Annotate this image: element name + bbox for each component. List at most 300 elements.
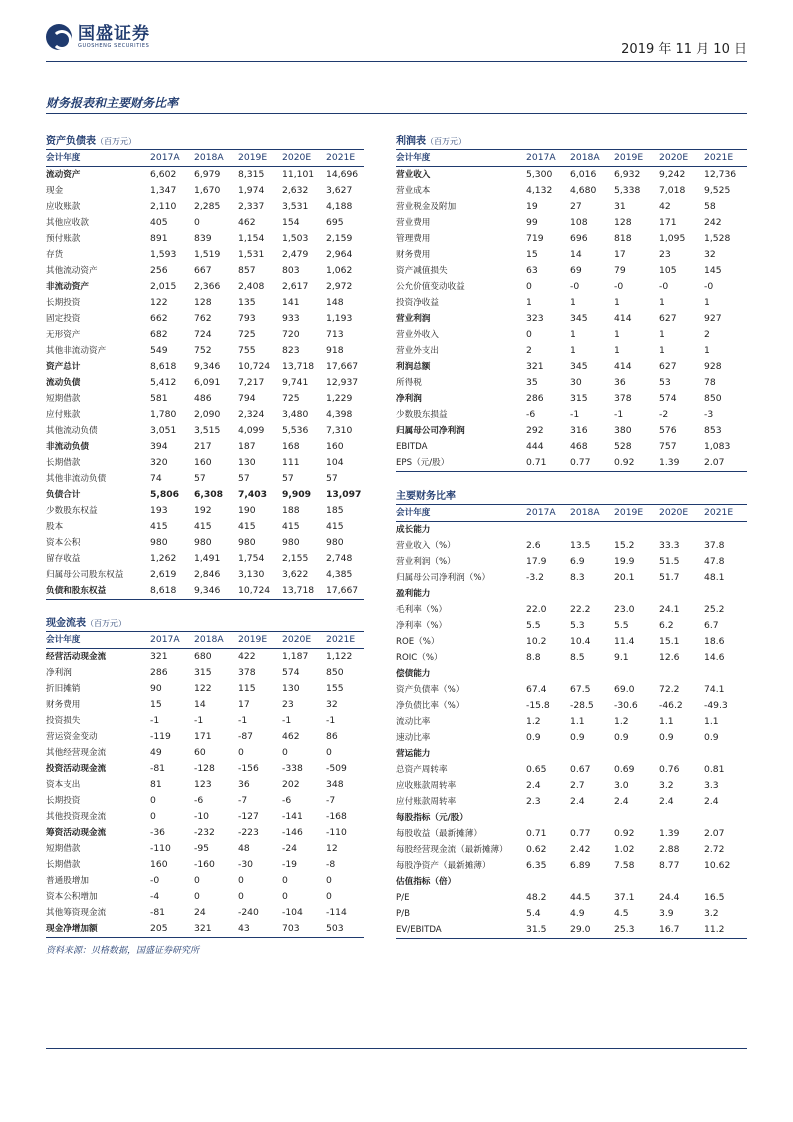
cell-value: 7,403: [238, 489, 268, 500]
cell-value: 724: [194, 329, 212, 340]
table-header-row: [46, 632, 364, 649]
cell-value: 2.4: [614, 796, 629, 807]
cell-value: 891: [150, 233, 168, 244]
table-row: [46, 503, 364, 519]
cell-value: 24.4: [659, 892, 680, 903]
cell-value: 0.9: [526, 732, 541, 743]
cell-value: 17.9: [526, 556, 547, 567]
table-row: [396, 826, 747, 842]
cell-value: 115: [238, 683, 256, 694]
cell-value: 27: [570, 201, 582, 212]
table-row: [46, 857, 364, 873]
cell-value: 2.88: [659, 844, 680, 855]
cell-value: 10.62: [704, 860, 731, 871]
cell-value: 171: [194, 731, 212, 742]
cell-value: 31.5: [526, 924, 547, 935]
cell-value: 0: [238, 891, 244, 902]
row-label: 资本公积: [46, 538, 81, 548]
cell-value: 378: [238, 667, 256, 678]
row-label: 资产总计: [46, 362, 81, 372]
cell-value: 0: [194, 217, 200, 228]
table-row: [46, 407, 364, 423]
cell-value: 720: [282, 329, 300, 340]
cell-value: 0: [150, 811, 156, 822]
cell-value: 0: [194, 891, 200, 902]
cell-value: 794: [238, 393, 256, 404]
cell-value: -223: [238, 827, 259, 838]
cell-value: 2.07: [704, 457, 725, 468]
cell-value: -6: [526, 409, 536, 420]
cell-value: 9,346: [194, 361, 221, 372]
cell-value: 5,536: [282, 425, 309, 436]
cell-value: 2.3: [526, 796, 541, 807]
cell-value: 3,051: [150, 425, 177, 436]
cell-value: 1,531: [238, 249, 265, 260]
cell-value: -19: [282, 859, 298, 870]
cell-value: 1,754: [238, 553, 265, 564]
cell-value: 1: [704, 345, 710, 356]
ratios-title: 主要财务比率: [396, 491, 456, 502]
cell-value: 67.5: [570, 684, 591, 695]
row-label: 应付账款周转率: [396, 797, 457, 807]
cell-value: 1.1: [704, 716, 719, 727]
cell-value: 486: [194, 393, 212, 404]
row-label: 成长能力: [396, 525, 431, 535]
cell-value: 662: [150, 313, 168, 324]
row-label: 营业税金及附加: [396, 202, 457, 212]
cell-value: [524, 874, 568, 890]
cell-value: -28.5: [570, 700, 594, 711]
cell-value: 105: [659, 265, 677, 276]
cell-value: 1,187: [282, 651, 309, 662]
cell-value: 1,519: [194, 249, 221, 260]
cell-value: 155: [326, 683, 344, 694]
cell-value: 320: [150, 457, 168, 468]
cell-value: 3,130: [238, 569, 265, 580]
table-row: [46, 841, 364, 857]
cell-value: 1,528: [704, 233, 731, 244]
cell-value: 10,724: [238, 585, 271, 596]
row-label: 股本: [46, 522, 64, 532]
cell-value: 0: [326, 747, 332, 758]
cell-value: -49.3: [704, 700, 728, 711]
cell-value: 2,632: [282, 185, 309, 196]
cell-value: 8,315: [238, 169, 265, 180]
cell-value: 933: [282, 313, 300, 324]
cell-value: 256: [150, 265, 168, 276]
row-label: 流动比率: [396, 717, 431, 727]
page-header: [46, 20, 747, 62]
balance-sheet-table: [46, 150, 364, 599]
cell-value: 323: [526, 313, 544, 324]
cell-value: 22.0: [526, 604, 547, 615]
cell-value: 187: [238, 441, 256, 452]
cell-value: 1,083: [704, 441, 731, 452]
cell-value: 15: [150, 699, 162, 710]
cell-value: 2.4: [570, 796, 585, 807]
table-row: [396, 650, 747, 666]
cell-value: 2,015: [150, 281, 177, 292]
cell-value: 1.2: [614, 716, 629, 727]
row-label: 公允价值变动收益: [396, 282, 465, 292]
cell-value: 11.2: [704, 924, 725, 935]
table-row: [46, 183, 364, 199]
cell-value: 32: [326, 699, 338, 710]
row-label: 营业利润（%）: [396, 557, 456, 567]
cell-value: 67.4: [526, 684, 547, 695]
cell-value: -4: [150, 891, 160, 902]
cell-value: 24: [194, 907, 206, 918]
cell-value: -95: [194, 843, 210, 854]
table-row: [46, 665, 364, 681]
cell-value: 2.07: [704, 828, 725, 839]
table-row: [396, 906, 747, 922]
cell-value: 405: [150, 217, 168, 228]
cell-value: 13,718: [282, 361, 315, 372]
cell-value: 69.0: [614, 684, 635, 695]
cell-value: 0: [194, 875, 200, 886]
cell-value: 12,736: [704, 169, 737, 180]
cell-value: 74.1: [704, 684, 725, 695]
cell-value: -10: [194, 811, 210, 822]
cell-value: -1: [238, 715, 248, 726]
row-label: 营业外收入: [396, 330, 439, 340]
cell-value: -119: [150, 731, 171, 742]
cell-value: 19: [526, 201, 538, 212]
header-year: 2018A: [568, 505, 612, 522]
cell-value: 927: [704, 313, 722, 324]
cell-value: [657, 746, 702, 762]
cell-value: 9,741: [282, 377, 309, 388]
row-label: 财务费用: [396, 250, 431, 260]
cell-value: 205: [150, 923, 168, 934]
cell-value: 2,324: [238, 409, 265, 420]
cell-value: 0.9: [659, 732, 674, 743]
cell-value: 695: [326, 217, 344, 228]
cell-value: 3,515: [194, 425, 221, 436]
cell-value: [524, 810, 568, 826]
cell-value: 682: [150, 329, 168, 340]
table-row: [396, 570, 747, 586]
table-row: [46, 231, 364, 247]
cell-value: 6.89: [570, 860, 591, 871]
cell-value: 9,525: [704, 185, 731, 196]
cell-value: 0: [238, 747, 244, 758]
row-label: 其他筹资现金流: [46, 908, 107, 918]
cell-value: 108: [570, 217, 588, 228]
cell-value: 415: [238, 521, 256, 532]
cell-value: 1,062: [326, 265, 353, 276]
cell-value: [612, 666, 657, 682]
cell-value: 574: [282, 667, 300, 678]
row-label: 总资产周转率: [396, 765, 448, 775]
row-label: 折旧摊销: [46, 684, 81, 694]
cell-value: 6,979: [194, 169, 221, 180]
cell-value: 8.8: [526, 652, 541, 663]
cell-value: 1: [570, 297, 576, 308]
header-year: 2017A: [148, 632, 192, 649]
cell-value: 24.1: [659, 604, 680, 615]
header-year: 2018A: [568, 150, 612, 167]
cell-value: 79: [614, 265, 626, 276]
cell-value: 51.7: [659, 572, 680, 583]
cell-value: 15.2: [614, 540, 635, 551]
table-row: [46, 793, 364, 809]
table-row: [396, 183, 747, 199]
cell-value: 1,491: [194, 553, 221, 564]
cell-value: 29.0: [570, 924, 591, 935]
cell-value: -104: [282, 907, 303, 918]
row-label: 所得税: [396, 378, 422, 388]
header-label: 会计年度: [396, 150, 524, 167]
cell-value: 415: [326, 521, 344, 532]
row-label: 营业收入（%）: [396, 541, 456, 551]
table-row: [396, 407, 747, 423]
cell-value: 468: [570, 441, 588, 452]
cell-value: 321: [526, 361, 544, 372]
cell-value: 5,806: [150, 489, 180, 500]
cell-value: 17: [614, 249, 626, 260]
cell-value: [568, 746, 612, 762]
cell-value: 0.81: [704, 764, 725, 775]
row-label: 无形资产: [46, 330, 81, 340]
table-row: [396, 554, 747, 570]
cell-value: [657, 522, 702, 539]
row-label: 估值指标（倍）: [396, 877, 457, 887]
cell-value: 128: [614, 217, 632, 228]
cell-value: 8.3: [570, 572, 585, 583]
table-row: [46, 359, 364, 375]
cell-value: -110: [326, 827, 347, 838]
header-year: 2019E: [612, 150, 657, 167]
cell-value: 14,696: [326, 169, 359, 180]
cell-value: 0.77: [570, 828, 591, 839]
row-label: 盈利能力: [396, 589, 431, 599]
cell-value: 25.2: [704, 604, 725, 615]
cell-value: 2,748: [326, 553, 353, 564]
cell-value: 6,602: [150, 169, 177, 180]
cell-value: [524, 666, 568, 682]
cell-value: 3.2: [704, 908, 719, 919]
table-row: [396, 682, 747, 698]
cell-value: 57: [194, 473, 206, 484]
cell-value: 78: [704, 377, 716, 388]
row-label: 其他非流动资产: [46, 346, 107, 356]
header-year: 2020E: [280, 150, 324, 167]
cell-value: 757: [659, 441, 677, 452]
cell-value: 286: [150, 667, 168, 678]
cell-value: -3.2: [526, 572, 544, 583]
row-label: 偿债能力: [396, 669, 431, 679]
cell-value: 4,680: [570, 185, 597, 196]
cell-value: 86: [326, 731, 338, 742]
row-label: 营业外支出: [396, 346, 439, 356]
cell-value: [702, 666, 747, 682]
cell-value: 8.5: [570, 652, 585, 663]
table-row: [396, 423, 747, 439]
row-label: 其他流动负债: [46, 426, 98, 436]
cell-value: 11,101: [282, 169, 315, 180]
cell-value: 148: [326, 297, 344, 308]
table-row: [46, 905, 364, 921]
row-label: 经营活动现金流: [46, 652, 107, 662]
table-row: [396, 794, 747, 810]
table-row: [396, 890, 747, 906]
cell-value: 980: [150, 537, 168, 548]
cell-value: -46.2: [659, 700, 683, 711]
cell-value: 23.0: [614, 604, 635, 615]
row-label: 净负债比率（%）: [396, 701, 465, 711]
cell-value: 44.5: [570, 892, 591, 903]
cell-value: 53: [659, 377, 671, 388]
cell-value: 20.1: [614, 572, 635, 583]
table-row: [46, 535, 364, 551]
table-row: [396, 730, 747, 746]
table-row: [46, 471, 364, 487]
cell-value: 918: [326, 345, 344, 356]
row-label: 净利率（%）: [396, 621, 448, 631]
row-label: 每股收益（最新摊薄）: [396, 829, 482, 839]
row-label: 流动资产: [46, 170, 81, 180]
cell-value: 22.2: [570, 604, 591, 615]
row-label: 非流动资产: [46, 282, 89, 292]
cell-value: -160: [194, 859, 215, 870]
cell-value: 23: [282, 699, 294, 710]
table-row: [46, 215, 364, 231]
cell-value: 122: [150, 297, 168, 308]
cell-value: 8,618: [150, 585, 177, 596]
cell-value: 168: [282, 441, 300, 452]
cell-value: -36: [150, 827, 166, 838]
cell-value: 37.8: [704, 540, 725, 551]
row-label: 其他经营现金流: [46, 748, 107, 758]
cell-value: 2,964: [326, 249, 353, 260]
cell-value: 980: [194, 537, 212, 548]
cell-value: 0.62: [526, 844, 547, 855]
row-label: 毛利率（%）: [396, 605, 448, 615]
cell-value: 37.1: [614, 892, 635, 903]
table-row: [46, 825, 364, 841]
row-label: 其他流动资产: [46, 266, 98, 276]
row-label: 长期投资: [46, 796, 81, 806]
cell-value: 171: [659, 217, 677, 228]
cell-value: 6,091: [194, 377, 221, 388]
table-row: [46, 311, 364, 327]
cell-value: 2,617: [282, 281, 309, 292]
table-row: [46, 295, 364, 311]
cell-value: 202: [282, 779, 300, 790]
cell-value: 3.9: [659, 908, 674, 919]
row-label: P/B: [396, 909, 410, 919]
table-row: [396, 778, 747, 794]
row-label: EPS（元/股）: [396, 458, 450, 468]
header-year: 2017A: [524, 150, 568, 167]
cell-value: 1.39: [659, 457, 680, 468]
cell-value: 980: [238, 537, 256, 548]
cell-value: 7,217: [238, 377, 265, 388]
income-statement-block: [396, 135, 747, 472]
cell-value: 16.7: [659, 924, 680, 935]
cell-value: 2,285: [194, 201, 221, 212]
cell-value: 5.5: [614, 620, 629, 631]
cell-value: -156: [238, 763, 259, 774]
cell-value: 1: [659, 329, 665, 340]
cell-value: -338: [282, 763, 303, 774]
row-label: 资本支出: [46, 780, 81, 790]
cell-value: 378: [614, 393, 632, 404]
cell-value: 1,780: [150, 409, 177, 420]
cell-value: 57: [282, 473, 294, 484]
cell-value: 2.7: [570, 780, 585, 791]
cell-value: 51.5: [659, 556, 680, 567]
cell-value: 7,310: [326, 425, 353, 436]
cell-value: 1: [614, 297, 620, 308]
cell-value: -87: [238, 731, 254, 742]
cell-value: 1: [704, 297, 710, 308]
cell-value: 6.9: [570, 556, 585, 567]
cell-value: 549: [150, 345, 168, 356]
cell-value: 680: [194, 651, 212, 662]
table-row: [396, 167, 747, 184]
table-row: [396, 311, 747, 327]
cell-value: 581: [150, 393, 168, 404]
cell-value: 2.4: [704, 796, 719, 807]
row-label: 资产减值损失: [396, 266, 448, 276]
cell-value: 130: [238, 457, 256, 468]
cell-value: 0: [150, 795, 156, 806]
table-row: [46, 681, 364, 697]
cell-value: -146: [282, 827, 303, 838]
cell-value: 8.77: [659, 860, 680, 871]
cell-value: 9.1: [614, 652, 629, 663]
row-label: 留存收益: [46, 554, 81, 564]
cell-value: 0.9: [570, 732, 585, 743]
cell-value: 627: [659, 313, 677, 324]
cell-value: 6.2: [659, 620, 674, 631]
cell-value: 43: [238, 923, 250, 934]
cell-value: 415: [150, 521, 168, 532]
row-label: ROE（%）: [396, 637, 440, 647]
table-row: [396, 279, 747, 295]
cell-value: [702, 746, 747, 762]
cell-value: 2.72: [704, 844, 725, 855]
cell-value: 980: [326, 537, 344, 548]
cell-value: 1,670: [194, 185, 221, 196]
cell-value: -81: [150, 907, 166, 918]
cell-value: 48: [238, 843, 250, 854]
cell-value: -15.8: [526, 700, 550, 711]
cell-value: 5.4: [526, 908, 541, 919]
cell-value: 185: [326, 505, 344, 516]
row-label: 营业收入: [396, 170, 431, 180]
row-label: 营业费用: [396, 218, 431, 228]
cell-value: 242: [704, 217, 722, 228]
cell-value: 0: [326, 875, 332, 886]
cell-value: 4,385: [326, 569, 353, 580]
table-row: [396, 247, 747, 263]
row-label: 固定投资: [46, 314, 81, 324]
row-label: 资产负债率（%）: [396, 685, 465, 695]
cell-value: 0.92: [614, 828, 635, 839]
cell-value: -1: [150, 715, 160, 726]
cell-value: 414: [614, 361, 632, 372]
cell-value: 667: [194, 265, 212, 276]
section-divider: [46, 113, 747, 114]
cell-value: 725: [282, 393, 300, 404]
cell-value: [612, 746, 657, 762]
table-row: [396, 359, 747, 375]
cell-value: 111: [282, 457, 300, 468]
